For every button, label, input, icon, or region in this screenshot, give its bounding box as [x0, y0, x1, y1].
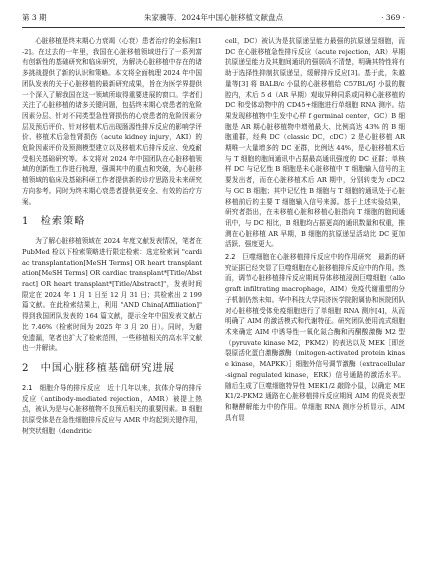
section-2-2-text: 最新的研究证据已经突显了巨噬细胞在心脏移植排斥反应中的作用。然而，调节心脏移植排斥反应期间异体移植浸润巨噬细胞（allograft infiltrating macrophage，AIM）免疫代谢重塑的分子机制仍然未知。华中科技大学同济医学院附属协和医院团队对心脏移植受体免疫细胞进行了单细胞 RNA 测序[4]，从而明确了 AIM 的激活模式和代谢特征。研究团队使用流式细胞术来确定 AIM 中诱导性一氧化氮合酶和丙酮酸激酶 M2 型（pyruvate kinase M2，PKM2）的表达以及 MEK［即丝裂原活化蛋白激酶激酶（mitogen-activated protein kinase kinase，MAPKK）］细胞外信号调节激酶（extracellular-signal regulated kinase，ERK）信号通路的激活水平。随后生成了巨噬细胞特异性 MEK1/2 敲除小鼠，以确定 MEK1/2-PKM2 通路在心脏移植排斥反应期间 AIM 的促炎表型和糖酵解能力中的作用。单细胞 RNA 测序分析显示，AIM 具有显: [225, 253, 405, 422]
section-2-1-text: 近十几年以来，抗体介导的排斥反应（antibody-mediated rejection，AMR）被提上热点，被认为是与心脏移植物不良预后相关的重要因素。B 细胞抗原受体是在急性细胞排斥反应与 AMR 中均起到关键作用，树突状细胞（dendritic: [22, 383, 202, 435]
header-divider: [22, 27, 405, 28]
left-column: [22, 36, 202, 437]
section-2-1-paragraph: [22, 383, 202, 437]
section-1-paragraph: 为了解心脏移植领域在 2024 年度文献发表情况，笔者在 PubMed 检以下检索策略进行限定检索：选定检索词 "cardiac transplantation[MeSH Terms] OR heart transplantation[MeSH Terms] OR cardiac transplant*[Title/Abstract] OR heart transplant*[Title/Abstract]"，发表时间限定在 2024 年 1 月 1 日至 12 月 31 日；共检索出 2 199 篇文献。在此检索结果上，利用 "AND China[Affiliation]" 得到我国团队发表的 164 篇文献，提示全年中国发表文献占比 7.46%（检索时间为 2025 年 3 月 20 日）。同时，为避免遗漏，笔者也扩大了检索范围，一些移植相关的高水平文献也一并解读。: [22, 237, 202, 353]
issue-number: 第 3 期: [22, 13, 47, 22]
running-title: 朱家骥等．2024年中国心脏移植文献盘点: [143, 13, 284, 22]
running-header: [22, 12, 405, 24]
intro-paragraph: 心脏移植是终末期心力衰竭（心衰）患者治疗的金标准[1-2]。在过去的一年里，我国在心脏移植领域进行了一系列富有创新性的基础研究和临床研究，为解决心脏移植中存在的诸多挑战提供了新的认识和策略。本文将全面梳理 2024 年中国团队发表的关于心脏移植的最新研究成果，旨在为医学界提供一个深入了解我国在这一领域所取得重要进展的窗口。学者们关注了心脏移植的诸多关键问题，包括终末期心衰患者的危险因素分层、针对不同类型急性肾损伤的心衰患者的危险因素分层及预后评价、针对移植术后出现肠源性排斥反应的影响学评价、移植术后急性肾损伤（acute kidney injury，AKI）的危险因素评价及预测模型建立以及移植术后排斥反应、免疫耐受相关基础研究等。本文将对 2024 年中国团队在心脏移植领域的创新性工作进行梳理，强调其中的重点和突破，为心脏移植领域的临床及基础科研工作者提供新的诊疗思路及未来研究方向参考。同时为终末期心衰患者提供更安全、有效的治疗方案。: [22, 37, 202, 206]
section-1-heading: 1 检索策略: [22, 216, 86, 228]
section-2-heading: 2 中国心脏移植基础研究进展: [22, 362, 175, 374]
continued-paragraph: cell，DC）被认为是抗原递呈能力最强的抗原递呈细胞，而 DC 在心脏移植急性排斥反应（acute rejection，AR）早期抗原递呈能力及其胞间通讯的强弱尚不清楚，明确其特性将有助于选择性抑制抗原递呈，缓解排斥反应[3]。基于此，朱越量等[3] 将 BALB/c 小鼠的心脏移植给 C57BL/6J 小鼠的腹腔内，术后 5 d（AR 早期）观取异种同系或同种心脏移植的 DC 和受体动物中的 CD45+细胞进行单细胞 RNA 测序。结果发现移植物中生发中心样 f germinal center，GC）B 细胞是 AR 期心脏移植物中增殖最大、比例高达 43% 的 B 细胞重群，经典 DC（classic DC，cDC）2 是心脏移植 AR 期唯一大量增多的 DC 亚群，比例达 44%，是心脏移植术后与 T 细胞的胞间通讯中占据最高通讯强度的 DC 亚群；单核样 DC 与记忆性 B 细胞是未心脏移植中 T 细胞输入信号的主要发出者，而在心脏移植术后 AR 期中，分别转变为 cDC2 与 GC B 细胞；其中记忆性 B 细胞与 T 细胞的通讯处于心脏移植前后的主要 T 细胞输入信号来源。基于上述实验结果，研究者指出，在未移植心脏和移植心脏指向 T 细胞的胞间通讯中，与 DC 相比，B 细胞均占据更高的通讯数量和权重，推测在心脏移植 AR 早期，B 细胞的抗原递呈活动比 DC 更加活跃、强度更大。: [225, 37, 405, 249]
section-2-2-title: 2.2 巨噬细胞在心脏移植排斥反应中的作用研究: [225, 253, 372, 262]
section-2-1-title: 2.1 细胞介导的排斥反应: [22, 383, 101, 392]
page-number: · 369 ·: [381, 13, 405, 22]
right-column: [225, 36, 405, 423]
section-2-2-paragraph: [225, 252, 405, 423]
